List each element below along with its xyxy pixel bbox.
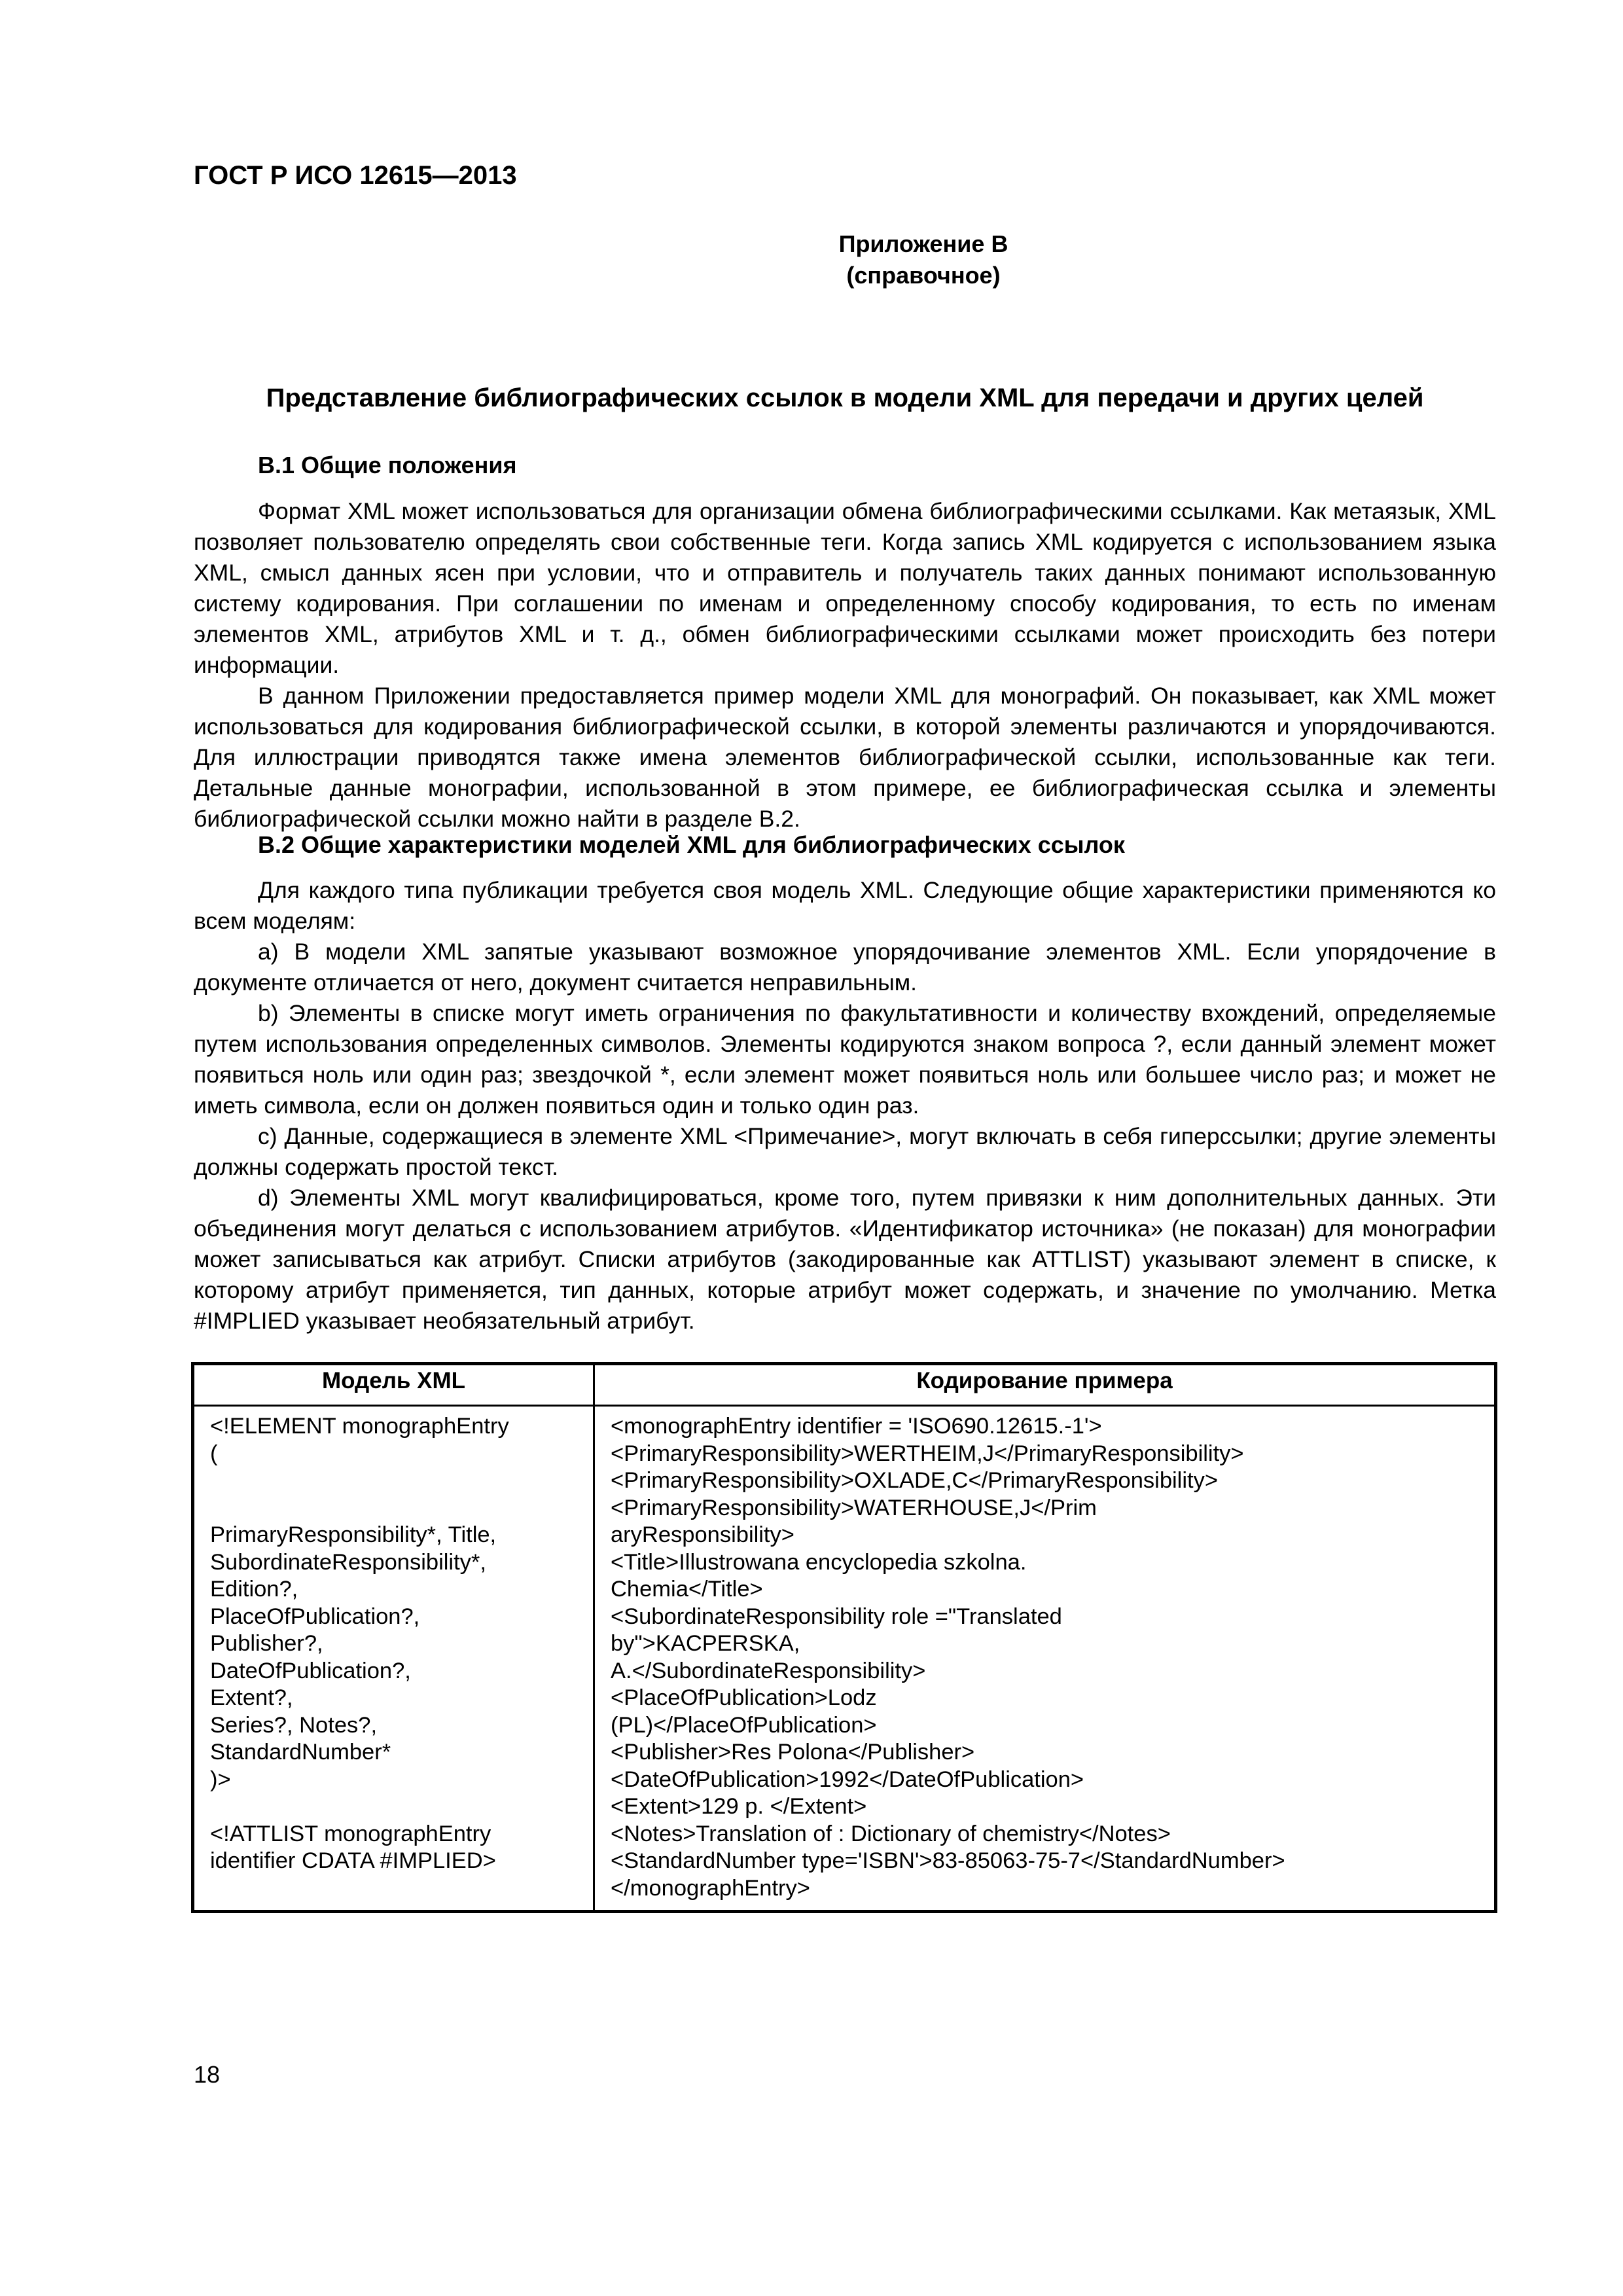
model-code-line: ( bbox=[210, 1441, 218, 1466]
example-code-line: A.</SubordinateResponsibility> bbox=[611, 1658, 926, 1683]
section-b1-heading: В.1 Общие положения bbox=[258, 452, 517, 478]
paragraph: Формат XML может использоваться для организации обмена библиографическими ссылками. Как метаязык, XML позволяет пользователю определять свои собственные теги. Когда запись XML кодируется с использованием языка XML, смысл данных ясен при условии, что и отправитель и получатель таких данных понимают использованную систему кодирования. При соглашении по именам и определенному способу кодирования, то есть по именам элементов XML, атрибутов XML и т. д., обмен библиографическими ссылками может происходить без потери информации. bbox=[194, 498, 1496, 678]
table-header-row bbox=[193, 1364, 1496, 1406]
example-code-line: <monographEntry identifier = 'ISO690.12615.-1'> bbox=[611, 1414, 1102, 1439]
table-row bbox=[193, 1406, 1496, 1912]
section-b1-body bbox=[194, 496, 1496, 834]
example-code-line: (PL)</PlaceOfPublication> bbox=[611, 1712, 877, 1738]
model-code-line: <!ATTLIST monographEntry bbox=[210, 1821, 491, 1846]
section-b2-heading: В.2 Общие характеристики моделей XML для библиографических ссылок bbox=[258, 831, 1125, 858]
example-code-line: <StandardNumber type='ISBN'>83-85063-75-7</StandardNumber> bbox=[611, 1848, 1285, 1873]
example-code-line: </monographEntry> bbox=[611, 1875, 810, 1901]
model-code-line: DateOfPublication?, bbox=[210, 1658, 411, 1683]
annex-label: Приложение В bbox=[838, 230, 1008, 257]
document-code-header: ГОСТ Р ИСО 12615—2013 bbox=[194, 161, 517, 190]
section-b2-body bbox=[194, 875, 1496, 1336]
example-code-line: aryResponsibility> bbox=[611, 1522, 794, 1547]
model-code-line: Series?, Notes?, bbox=[210, 1712, 378, 1738]
example-code-line: <PlaceOfPublication>Lodz bbox=[611, 1685, 877, 1710]
example-code-line: <Publisher>Res Polona</Publisher> bbox=[611, 1740, 975, 1765]
list-item-b: b) Элементы в списке могут иметь ограничения по факультативности и количеству вхождений, определяемые путем использования определенных символов. Элементы кодируются знаком вопроса ?, если данный элемент может появиться ноль или один раз; звездочкой *, если элемент может появиться ноль или большее число раз; и может не иметь символа, если он должен появиться один и только один раз. bbox=[194, 1000, 1496, 1119]
model-code-line: Edition?, bbox=[210, 1577, 298, 1602]
model-code-line: identifier CDATA #IMPLIED> bbox=[210, 1848, 496, 1873]
model-code-line: <!ELEMENT monographEntry bbox=[210, 1414, 509, 1439]
list-item-a: a) В модели XML запятые указывают возможное упорядочивание элементов XML. Если упорядочение в документе отличается от него, документ считается неправильным. bbox=[194, 939, 1496, 996]
model-code-line bbox=[210, 1793, 584, 1821]
model-code-line: SubordinateResponsibility*, bbox=[210, 1549, 486, 1575]
paragraph: В данном Приложении предоставляется пример модели XML для монографий. Он показывает, как XML может использоваться для кодирования библиографической ссылки, в которой элементы различаются и упорядочиваются. Для иллюстрации приводятся также имена элементов библиографической ссылки, использованные как теги. Детальные данные монографии, использованной в этом примере, ее библиографическая ссылка и элементы библиографической ссылки можно найти в разделе В.2. bbox=[194, 683, 1496, 832]
example-code-line: <SubordinateResponsibility role ="Translated bbox=[611, 1604, 1062, 1629]
example-code-line: <Extent>129 p. </Extent> bbox=[611, 1794, 867, 1819]
page-number: 18 bbox=[194, 2061, 221, 2088]
example-code-line: <Title>Illustrowana encyclopedia szkolna. bbox=[611, 1549, 1027, 1575]
example-code-line: Chemia</Title> bbox=[611, 1577, 763, 1602]
example-code-line: by">KACPERSKA, bbox=[611, 1631, 800, 1656]
example-encoding-cell bbox=[594, 1406, 1496, 1912]
list-item-c: c) Данные, содержащиеся в элементе XML <Примечание>, могут включать в себя гиперссылки; другие элементы должны содержать простой текст. bbox=[194, 1123, 1496, 1180]
appendix-title: Представление библиографических ссылок в модели XML для передачи и других целей bbox=[266, 384, 1424, 412]
column-header-model: Модель XML bbox=[193, 1364, 594, 1406]
model-code-line bbox=[210, 1495, 584, 1522]
model-code-line: PrimaryResponsibility*, Title, bbox=[210, 1522, 497, 1547]
example-code-line: <PrimaryResponsibility>OXLADE,C</PrimaryResponsibility> bbox=[611, 1468, 1218, 1493]
model-code-line: Extent?, bbox=[210, 1685, 293, 1710]
column-header-example: Кодирование примера bbox=[594, 1364, 1496, 1406]
annex-status: (справочное) bbox=[846, 262, 1001, 289]
model-code-line: )> bbox=[210, 1767, 231, 1792]
example-code-line: <Notes>Translation of : Dictionary of chemistry</Notes> bbox=[611, 1821, 1171, 1846]
model-code-line: StandardNumber* bbox=[210, 1740, 391, 1765]
xml-model-cell bbox=[193, 1406, 594, 1912]
model-code-line: PlaceOfPublication?, bbox=[210, 1604, 420, 1629]
paragraph: Для каждого типа публикации требуется своя модель XML. Следующие общие характеристики применяются ко всем моделям: bbox=[194, 877, 1496, 934]
model-code-line: Publisher?, bbox=[210, 1631, 323, 1656]
model-code-line bbox=[210, 1467, 584, 1495]
example-code-line: <PrimaryResponsibility>WATERHOUSE,J</Prim bbox=[611, 1495, 1097, 1520]
example-code-line: <PrimaryResponsibility>WERTHEIM,J</PrimaryResponsibility> bbox=[611, 1441, 1244, 1466]
example-code-line: <DateOfPublication>1992</DateOfPublication> bbox=[611, 1767, 1084, 1792]
xml-model-table bbox=[191, 1362, 1497, 1913]
list-item-d: d) Элементы XML могут квалифицироваться, кроме того, путем привязки к ним дополнительных данных. Эти объединения могут делаться с использованием атрибутов. «Идентификатор источника» (не показан) для монографии может записываться как атрибут. Списки атрибутов (закодированные как ATTLIST) указывают элемент в списке, к которому атрибут применяется, тип данных, которые атрибут может содержать, и значение по умолчанию. Метка #IMPLIED указывает необязательный атрибут. bbox=[194, 1185, 1496, 1334]
